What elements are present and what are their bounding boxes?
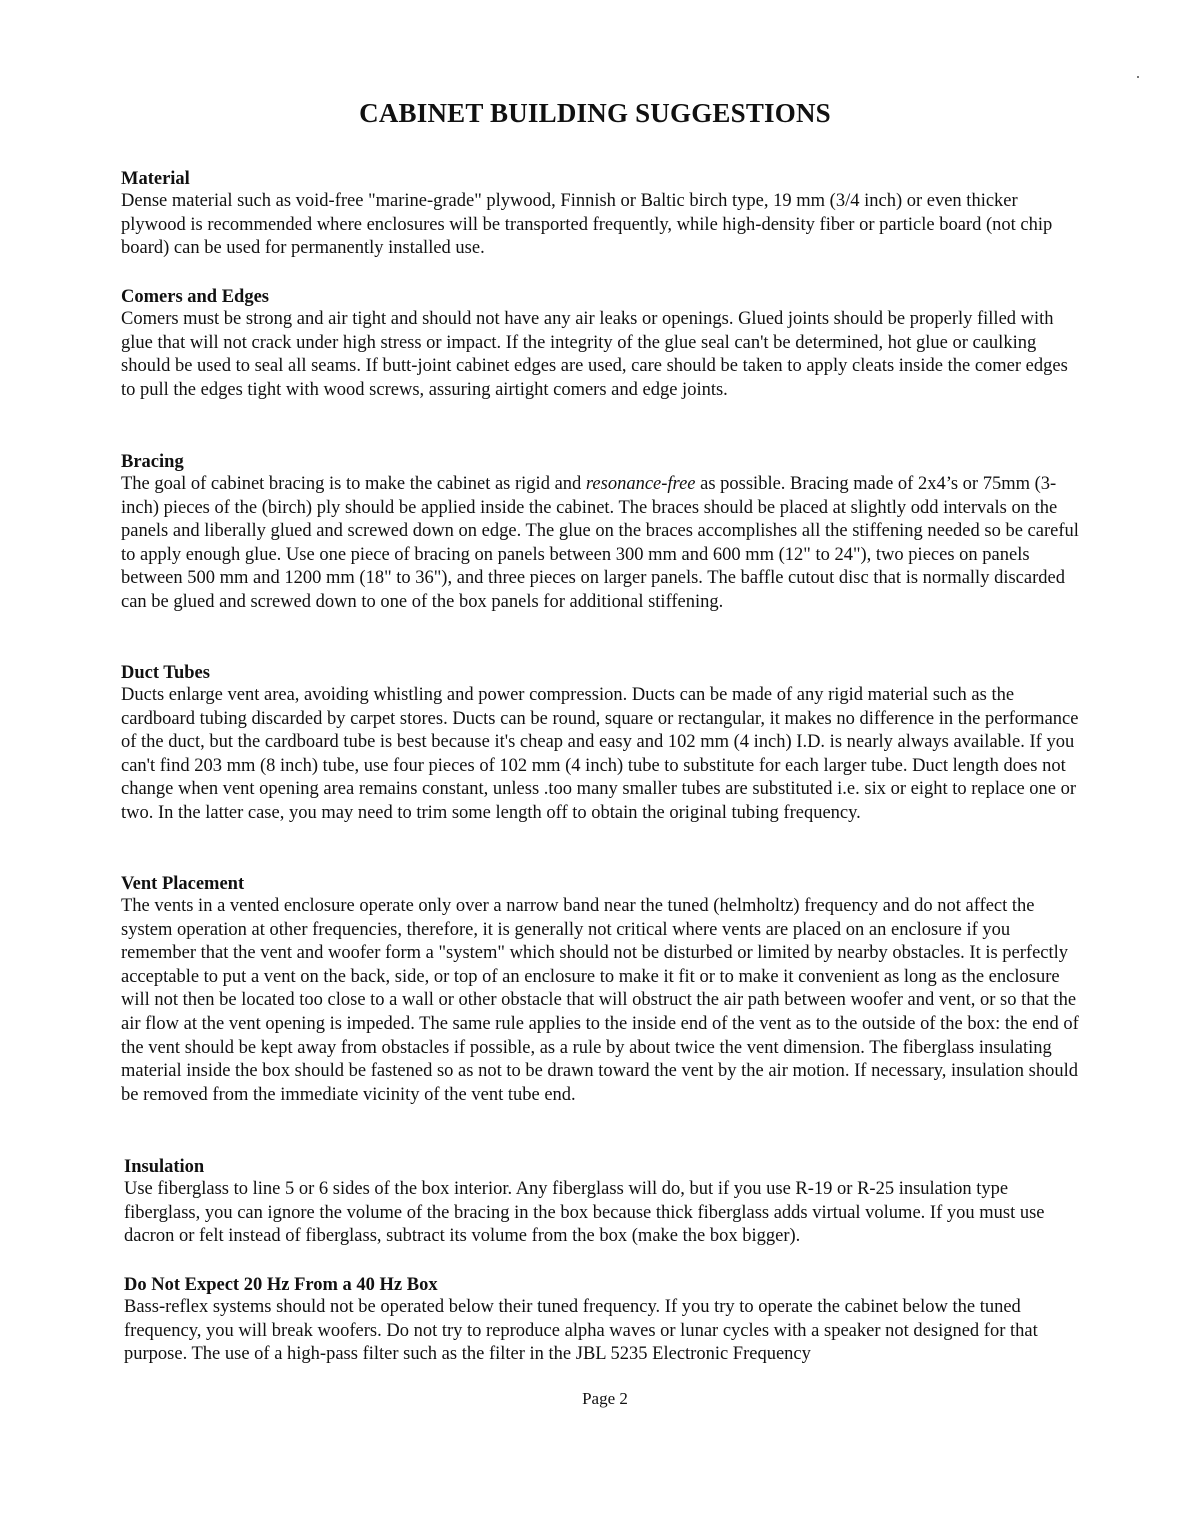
section-corners-and-edges [121, 286, 1081, 402]
section-do-not-expect-20hz [121, 1274, 1084, 1367]
section-text-material: Dense material such as void-free "marine-grade" plywood, Finnish or Baltic birch type, 19 mm (3/4 inch) or even thicker plywood is recommended where enclosures will be transported frequently, while high-density fiber or particle board (not chip board) can be used for permanently installed use. [121, 191, 1053, 259]
section-text-do-not-expect-20hz: Bass-reflex systems should not be operated below their tuned frequency. If you try to operate the cabinet below the tuned frequency, you will break woofers. Do not try to reproduce alpha waves or lunar cycles with a speaker not designed for that purpose. The use of a high-pass filter such as the filter in the JBL 5235 Electronic Frequency [124, 1297, 1038, 1365]
section-material [121, 168, 1081, 261]
section-text-bracing [121, 473, 1081, 615]
section-text-duct-tubes: Ducts enlarge vent area, avoiding whistling and power compression. Ducts can be made of any rigid material such as the cardboard tubing discarded by carpet stores. Ducts can be round, square or rectangular, it makes no difference in the performance of the duct, but the cardboard tube is best because it's cheap and easy and 102 mm (4 inch) I.D. is nearly always available. If you can't find 203 mm (8 inch) tube, use four pieces of 102 mm (4 inch) tube to substitute for each larger tube. Duct length does not change when vent opening area remains constant, unless .too many smaller tubes are substituted i.e. six or eight to replace one or two. In the latter case, you may need to trim some length off to obtain the original tubing frequency. [121, 685, 1079, 823]
bracing-text-part-1: The goal of cabinet bracing is to make the cabinet as rigid and [121, 474, 586, 494]
section-text-insulation: Use fiberglass to line 5 or 6 sides of the box interior. Any fiberglass will do, but if you use R-19 or R-25 insulation type fiberglass, you can ignore the volume of the bracing in the box because thick fiberglass adds virtual volume. If you must use dacron or felt instead of fiberglass, subtract its volume from the box (make the box bigger). [124, 1179, 1045, 1247]
section-duct-tubes [121, 662, 1081, 826]
section-insulation [121, 1156, 1084, 1249]
section-bracing [121, 451, 1081, 615]
section-text-vent-placement: The vents in a vented enclosure operate only over a narrow band near the tuned (helmholtz) frequency and do not affect the system operation at other frequencies, therefore, it is generally not critical where vents are placed on an enclosure if you remember that the vent and woofer form a "system" which should not be disturbed or limited by nearby obstacles. It is perfectly acceptable to put a vent on the back, side, or top of an enclosure to make it fit or to make it convenient as long as the enclosure will not then be located too close to a wall or other obstacle that will obstruct the air path between woofer and vent, or so that the air flow at the vent opening is impeded. The same rule applies to the inside end of the vent as to the outside of the box: the end of the vent should be kept away from obstacles if possible, as a rule by about twice the vent dimension. The fiberglass insulating material inside the box should be fastened so as not to be drawn toward the vent by the air motion. If necessary, insulation should be removed from the immediate vicinity of the vent tube end. [121, 896, 1079, 1105]
bracing-text-part-2: as possible. Bracing made of 2x4’s or 75mm (3-inch) pieces of the (birch) ply should be applied inside the cabinet. The braces should be placed at slightly odd intervals on the panels and liberally glued and screwed down on edge. The glue on the braces accomplishes all the stiffening needed so be careful to apply enough glue. Use one piece of bracing on panels between 300 mm and 600 mm (12" to 24"), two pieces on panels between 500 mm and 1200 mm (18" to 36"), and three pieces on larger panels. The baffle cutout disc that is normally discarded can be glued and screwed down to one of the box panels for additional stiffening. [121, 474, 1079, 612]
scan-speck [1137, 76, 1139, 78]
page-number: Page 2 [582, 1389, 628, 1408]
section-heading-bracing: Bracing [121, 452, 184, 472]
section-heading-duct-tubes: Duct Tubes [121, 663, 210, 683]
section-text-corners-and-edges: Comers must be strong and air tight and should not have any air leaks or openings. Glued joints should be properly filled with glue that will not crack under high stress or impact. If the integrity of the glue seal can't be determined, hot glue or caulking should be used to seal all seams. If butt-joint cabinet edges are used, care should be taken to apply cleats inside the comer edges to pull the edges tight with wood screws, assuring airtight comers and edge joints. [121, 309, 1068, 400]
page-title: CABINET BUILDING SUGGESTIONS [359, 98, 831, 128]
section-heading-material: Material [121, 169, 190, 189]
section-heading-do-not-expect-20hz: Do Not Expect 20 Hz From a 40 Hz Box [124, 1275, 438, 1295]
section-heading-insulation: Insulation [124, 1157, 205, 1177]
bracing-emphasis-term: resonance-free [585, 474, 696, 494]
section-heading-corners-and-edges: Comers and Edges [121, 287, 270, 307]
section-heading-vent-placement: Vent Placement [121, 874, 245, 894]
section-vent-placement [121, 873, 1081, 1107]
